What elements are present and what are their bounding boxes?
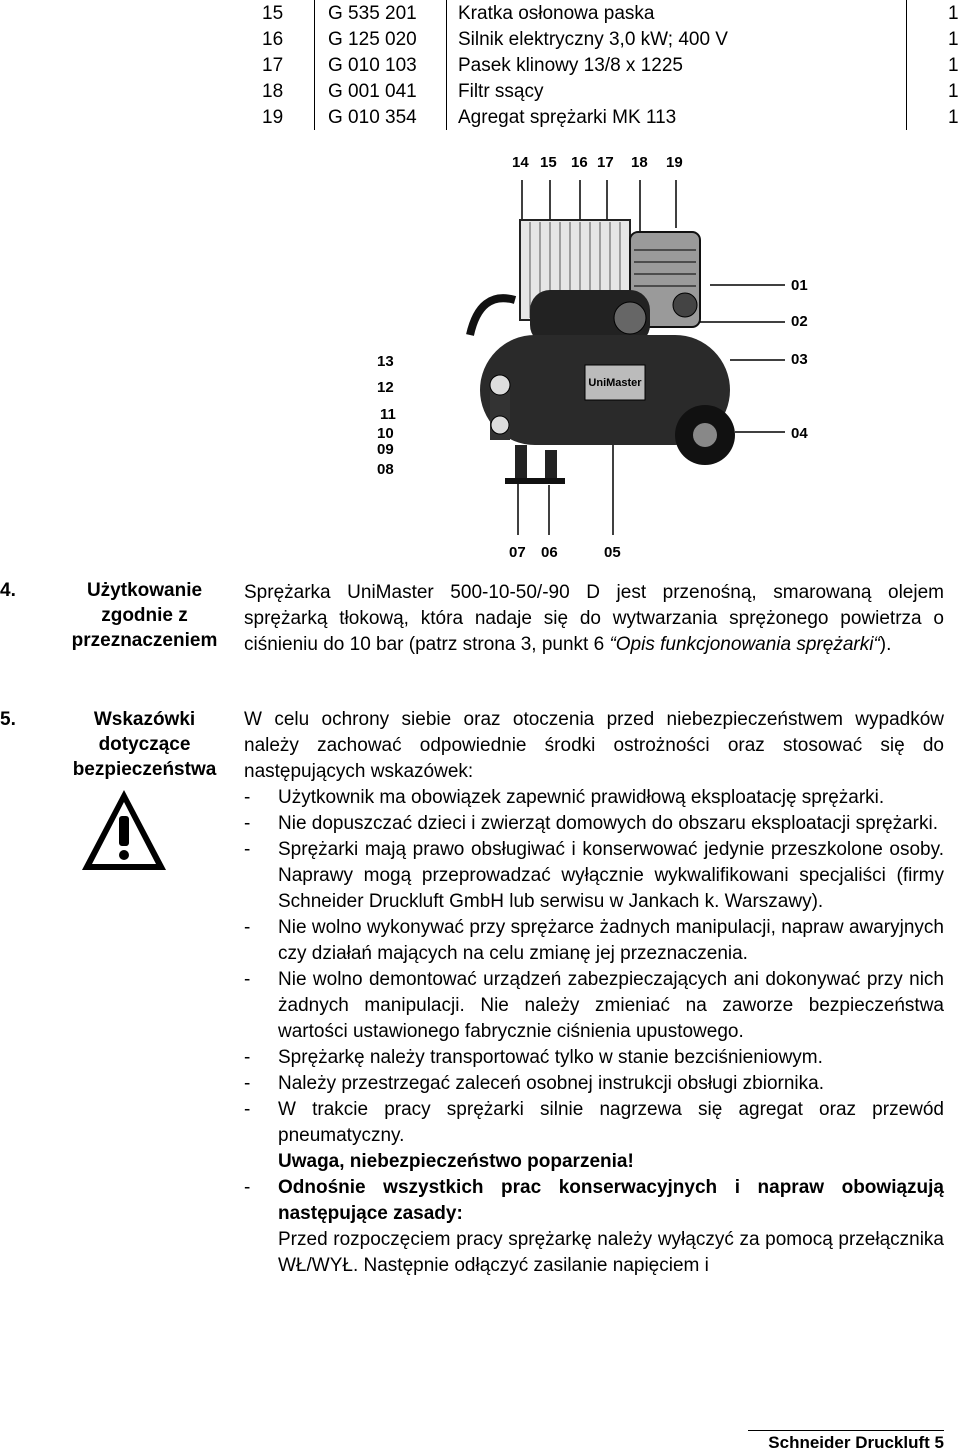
part-code: G 001 041 <box>328 81 417 102</box>
table-row <box>0 105 960 131</box>
part-description: Agregat sprężarki MK 113 <box>458 107 677 128</box>
list-dash: - <box>244 917 251 938</box>
part-code: G 125 020 <box>328 29 417 50</box>
figure-label: 01 <box>791 277 808 294</box>
part-code: G 010 354 <box>328 107 417 128</box>
part-position: 18 <box>262 81 284 102</box>
figure-label: 13 <box>377 353 394 370</box>
part-quantity: 1 <box>948 29 959 50</box>
list-item <box>244 837 944 915</box>
list-item-text: Nie dopuszczać dzieci i zwierząt domowych do obszaru eksploatacji sprężarki. <box>278 813 939 834</box>
figure-label: 02 <box>791 313 808 330</box>
list-dash: - <box>244 1177 251 1198</box>
list-item <box>244 967 944 1045</box>
section-heading-line: przeznaczeniem <box>71 630 218 651</box>
list-item-text: Sprężarki mają prawo obsługiwać i konserwować jedynie przeszkolone osoby. Naprawy mogą przeprowadzać wyłącznie wykwalifikowani specjaliści (firmy Schneider Druckluft GmbH lub serwisu w Jankach k. Warszawy). <box>278 839 944 912</box>
warning-text <box>244 1149 944 1175</box>
list-item <box>244 1097 944 1149</box>
list-item <box>244 785 944 811</box>
figure-label: 04 <box>791 425 808 442</box>
figure-label: 14 <box>512 154 529 171</box>
italic-reference: “Opis funkcjonowania sprężarki“ <box>609 634 880 655</box>
figure-label: 09 <box>377 441 394 458</box>
list-item-text: Sprężarkę należy transportować tylko w stanie bezciśnieniowym. <box>278 1047 823 1068</box>
figure-label: 12 <box>377 379 394 396</box>
figure-label: 07 <box>509 544 526 561</box>
page-footer: Schneider Druckluft 5 <box>748 1430 944 1453</box>
part-description: Silnik elektryczny 3,0 kW; 400 V <box>458 29 728 50</box>
list-item-text: Nie wolno wykonywać przy sprężarce żadnych manipulacji, napraw awaryjnych czy działań mających na celu zmianę jej przeznaczenia. <box>278 917 944 964</box>
section-heading-line: Użytkowanie <box>86 580 203 601</box>
figure-label: 11 <box>380 406 396 423</box>
list-item-text: Nie wolno demontować urządzeń zabezpieczających ani dokonywać przy nich żadnych manipulacji. Nie należy zmieniać na zaworze bezpieczeństwa wartości ustawionego fabrycznie ciśnienia upustowego. <box>278 969 944 1042</box>
part-position: 16 <box>262 29 284 50</box>
compressor-illustration <box>330 140 850 570</box>
list-item <box>244 811 944 837</box>
list-item <box>244 1045 944 1071</box>
table-row <box>0 79 960 105</box>
list-dash: - <box>244 813 251 834</box>
list-item-text: Użytkownik ma obowiązek zapewnić prawidłową eksploatację sprężarki. <box>278 787 885 808</box>
part-quantity: 1 <box>948 55 959 76</box>
list-dash: - <box>244 1047 251 1068</box>
part-code: G 535 201 <box>328 3 417 24</box>
section-heading-line: bezpieczeństwa <box>72 759 217 780</box>
paragraph-text: Sprężarka UniMaster 500-10-50/-90 D jest przenośną, smarowaną olejem sprężarką tłokową, która nadaje się do wytwarzania sprężonego powietrza o ciśnieniu do 10 bar (patrz strona 3, punkt 6 <box>244 582 944 655</box>
figure-label: 15 <box>540 154 557 171</box>
compressor-figure <box>330 140 850 570</box>
section-heading-line: dotyczące <box>98 734 191 755</box>
paragraph <box>244 580 944 658</box>
list-dash: - <box>244 1073 251 1094</box>
list-item <box>244 915 944 967</box>
figure-label: 17 <box>597 154 614 171</box>
figure-label: 10 <box>377 425 394 442</box>
part-description: Pasek klinowy 13/8 x 1225 <box>458 55 683 76</box>
list-item <box>244 1175 944 1227</box>
part-code: G 010 103 <box>328 55 417 76</box>
part-description: Filtr ssący <box>458 81 544 102</box>
paragraph: Przed rozpoczęciem pracy sprężarkę należy wyłączyć za pomocą przełącznika WŁ/WYŁ. Następnie odłączyć zasilanie napięciem i <box>278 1229 944 1276</box>
section-heading <box>52 578 237 653</box>
section-body <box>244 707 944 1279</box>
part-description: Kratka osłonowa paska <box>458 3 655 24</box>
list-item-text: Należy przestrzegać zaleceń osobnej instrukcji obsługi zbiornika. <box>278 1073 824 1094</box>
section-body <box>244 580 944 658</box>
list-dash: - <box>244 839 251 860</box>
figure-label: 08 <box>377 461 394 478</box>
warning-icon <box>80 788 168 872</box>
part-quantity: 1 <box>948 107 959 128</box>
brand-plate: UniMaster <box>588 377 642 389</box>
section-number: 5. <box>0 709 16 730</box>
figure-label: 06 <box>541 544 558 561</box>
list-dash: - <box>244 969 251 990</box>
table-row <box>0 53 960 79</box>
part-quantity: 1 <box>948 3 959 24</box>
list-item-bold: Odnośnie wszystkich prac konserwacyjnych i napraw obowiązują następujące zasady: <box>278 1177 944 1224</box>
figure-label: 16 <box>571 154 588 171</box>
table-row <box>0 27 960 53</box>
paragraph: W celu ochrony siebie oraz otoczenia przed niebezpieczeństwem wypadków należy zachować odpowiednie środki ostrożności oraz stosować się do następujących wskazówek: <box>244 709 944 782</box>
list-dash: - <box>244 1099 251 1120</box>
figure-label: 18 <box>631 154 648 171</box>
part-quantity: 1 <box>948 81 959 102</box>
list-item <box>244 1071 944 1097</box>
section-heading-line: zgodnie z <box>101 605 188 626</box>
list-dash: - <box>244 787 251 808</box>
figure-label: 05 <box>604 544 621 561</box>
part-position: 17 <box>262 55 284 76</box>
section-heading-line: Wskazówki <box>93 709 196 730</box>
figure-label: 19 <box>666 154 683 171</box>
paragraph-text: ). <box>879 634 892 655</box>
part-position: 19 <box>262 107 284 128</box>
section-heading <box>52 707 237 782</box>
table-row <box>0 1 960 27</box>
warning-bold: Uwaga, niebezpieczeństwo poparzenia! <box>278 1151 634 1172</box>
section-number: 4. <box>0 580 16 601</box>
part-position: 15 <box>262 3 284 24</box>
figure-label: 03 <box>791 351 808 368</box>
list-item-text: W trakcie pracy sprężarki silnie nagrzewa się agregat oraz przewód pneumatyczny. <box>278 1099 944 1146</box>
